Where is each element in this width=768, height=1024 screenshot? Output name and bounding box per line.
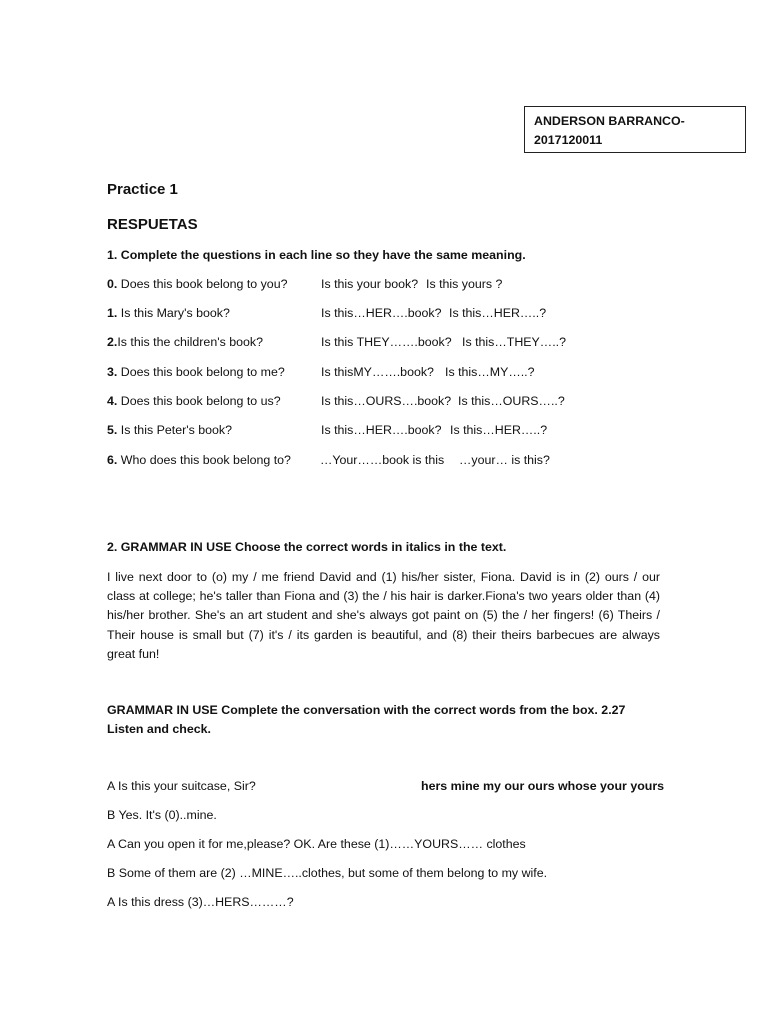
row-answer-1: …Your……book is this bbox=[320, 453, 445, 467]
dialogue-line: A Is this your suitcase, Sir? bbox=[107, 779, 256, 793]
row-answer-2: Is this…HER…..? bbox=[449, 306, 547, 320]
dialogue-line: A Can you open it for me,please? OK. Are these (1)……YOURS…… clothes bbox=[107, 837, 526, 851]
row-answer-2: Is this…HER…..? bbox=[450, 423, 548, 437]
row-answer-1: Is this your book? bbox=[321, 277, 419, 291]
dialogue-line: B Some of them are (2) …MINE…..clothes, but some of them belong to my wife. bbox=[107, 866, 548, 880]
row-number: 5. bbox=[107, 423, 118, 437]
section-title: RESPUETAS bbox=[107, 216, 198, 233]
row-answer-1: Is this…HER….book? bbox=[321, 306, 442, 320]
row-answer-2: Is this yours ? bbox=[426, 277, 503, 291]
row-answer-1: Is thisMY…….book? bbox=[321, 365, 434, 379]
row-answer-1: Is this…HER….book? bbox=[321, 423, 442, 437]
row-answer-1: Is this THEY…….book? bbox=[321, 335, 452, 349]
row-number: 1. bbox=[107, 306, 118, 320]
row-question: Does this book belong to you? bbox=[117, 277, 288, 291]
row-question: Is this the children's book? bbox=[117, 335, 263, 349]
row-number: 6. bbox=[107, 453, 118, 467]
row-number: 4. bbox=[107, 394, 118, 408]
dialogue-line: B Yes. It's (0)..mine. bbox=[107, 808, 217, 822]
row-question: Is this Peter's book? bbox=[117, 423, 232, 437]
student-name: ANDERSON BARRANCO- bbox=[534, 114, 685, 128]
row-question: Does this book belong to me? bbox=[117, 365, 285, 379]
row-answer-2: Is this…THEY…..? bbox=[462, 335, 566, 349]
exercise2-paragraph: I live next door to (o) my / me friend David and (1) his/her sister, Fiona. David is in (2) ours / our class at college; he's taller than Fiona and (3) the / his hair is darker.Fiona's two years older than (4) his/her brother. She's an art student and she's always got paint on (5) the / her fingers! (6) Theirs / Their house is small but (7) it's / its garden is beautiful, and (8) their theirs barbecues are always great fun! bbox=[107, 570, 660, 661]
exercise1-instruction: 1. Complete the questions in each line so they have the same meaning. bbox=[107, 248, 526, 262]
row-question: Who does this book belong to? bbox=[117, 453, 291, 467]
exercise3-instruction: GRAMMAR IN USE Complete the conversation with the correct words from the box. 2.27 Listen and check. bbox=[107, 703, 626, 737]
word-box: hers mine my our ours whose your yours bbox=[421, 779, 665, 793]
row-number: 2. bbox=[107, 335, 118, 349]
row-question: Is this Mary's book? bbox=[117, 306, 230, 320]
row-question: Does this book belong to us? bbox=[117, 394, 281, 408]
row-answer-2: Is this…MY…..? bbox=[445, 365, 535, 379]
dialogue-line: A Is this dress (3)…HERS………? bbox=[107, 895, 294, 909]
row-answer-1: Is this…OURS….book? bbox=[321, 394, 452, 408]
exercise2-instruction: 2. GRAMMAR IN USE Choose the correct words in italics in the text. bbox=[107, 540, 507, 554]
row-answer-2: Is this…OURS…..? bbox=[458, 394, 565, 408]
student-name-box bbox=[524, 106, 746, 153]
row-answer-2: …your… is this? bbox=[459, 453, 550, 467]
student-id: 2017120011 bbox=[534, 133, 603, 147]
row-number: 3. bbox=[107, 365, 118, 379]
row-number: 0. bbox=[107, 277, 118, 291]
practice-title: Practice 1 bbox=[107, 181, 178, 198]
